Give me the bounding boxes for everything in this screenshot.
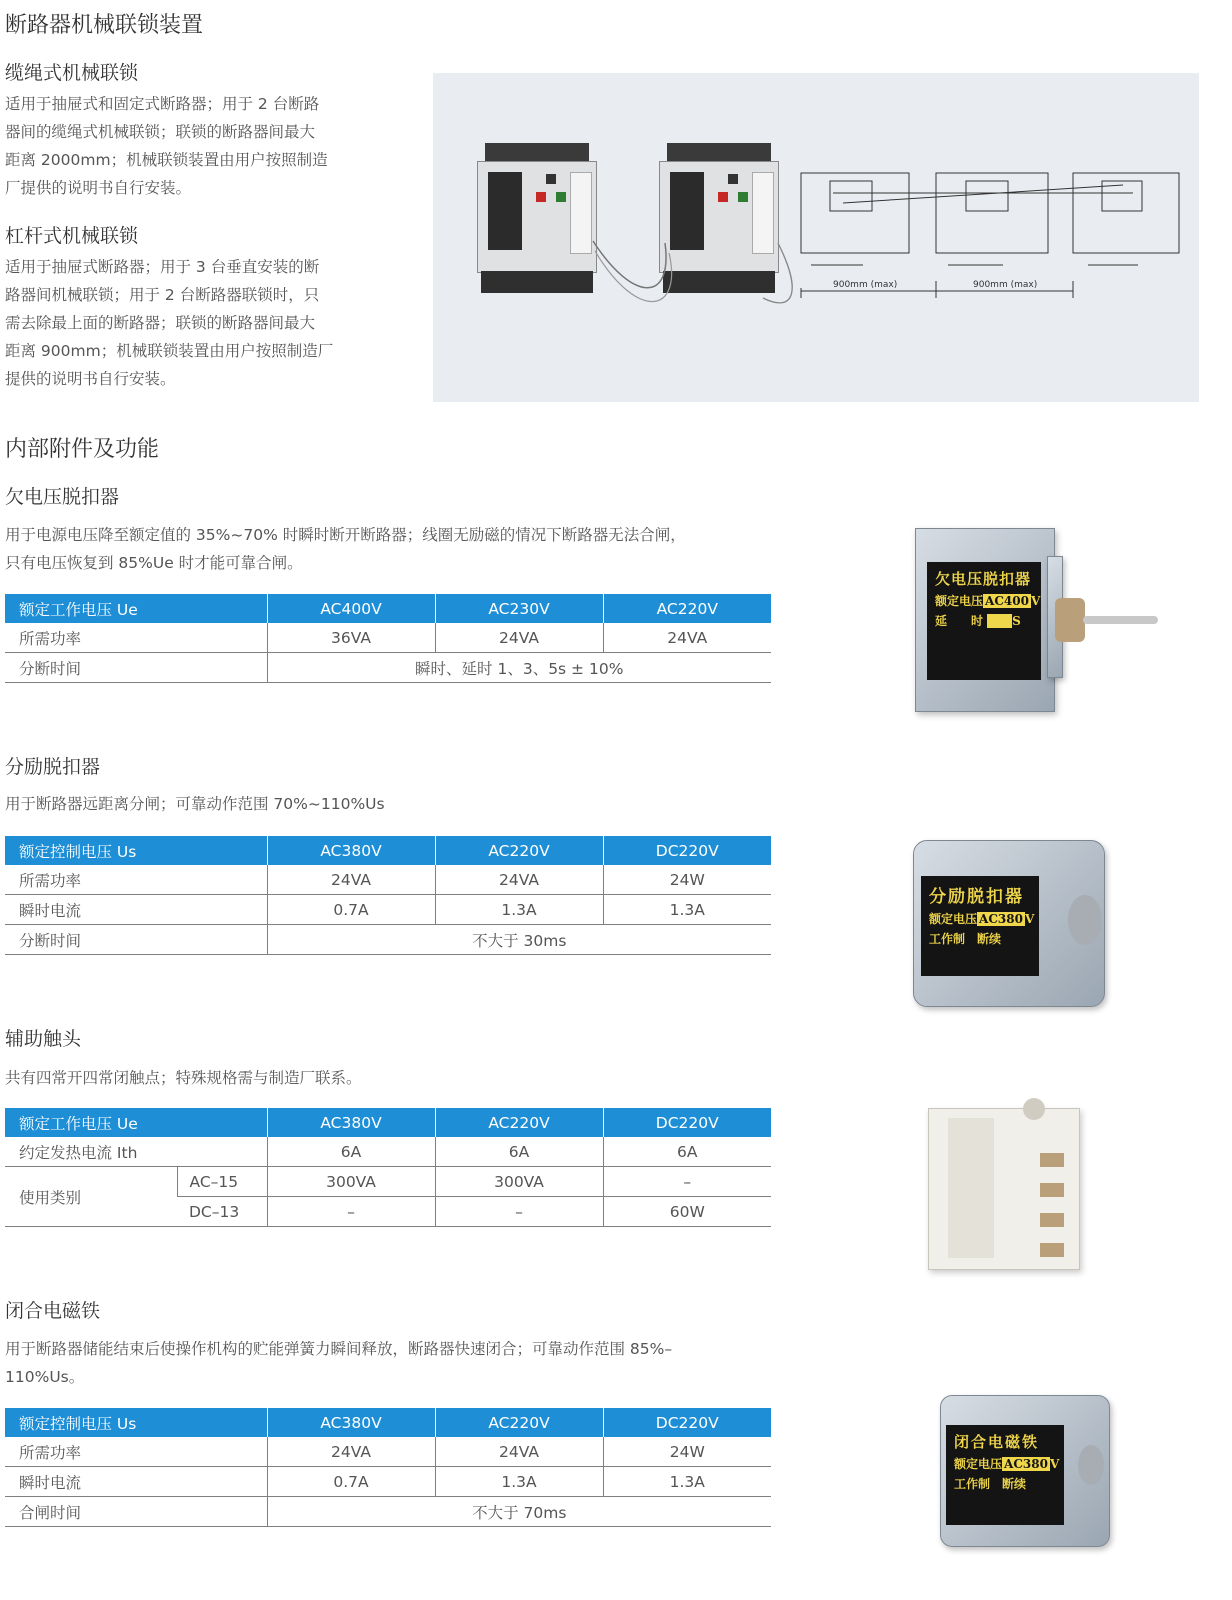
table-cell: 分断时间 <box>5 925 267 955</box>
table-row <box>5 1467 771 1497</box>
table-cell: 额定控制电压 Us <box>5 836 267 865</box>
table-cell: 0.7A <box>267 895 435 925</box>
lever-interlock-title: 杠杆式机械联锁 <box>5 225 139 247</box>
table-cell: AC380V <box>267 1108 435 1137</box>
table-cell: DC220V <box>603 836 771 865</box>
interlock-figure <box>433 73 1199 402</box>
uvt-title: 欠电压脱扣器 <box>5 486 120 508</box>
table-cell: 额定控制电压 Us <box>5 1408 267 1437</box>
closing-desc: 用于断路器储能结束后使操作机构的贮能弹簧力瞬间释放，断路器快速闭合；可靠动作范围 85%– 110%Us。 <box>5 1340 673 1386</box>
table-cell: AC220V <box>435 1108 603 1137</box>
table-cell: 额定工作电压 Ue <box>5 1108 267 1137</box>
table-cell: 不大于 30ms <box>267 925 771 955</box>
closing-nameplate: 闭合电磁铁 额定电压 AC380 V 工作制 断续 <box>946 1425 1064 1525</box>
table-cell: DC220V <box>603 1108 771 1137</box>
table-cell: 1.3A <box>603 895 771 925</box>
accessories-title: 内部附件及功能 <box>5 437 160 462</box>
closing-table <box>5 1408 771 1527</box>
table-cell: 1.3A <box>435 895 603 925</box>
table-cell: 额定工作电压 Ue <box>5 594 267 623</box>
table-cell: 24VA <box>603 623 771 653</box>
cable-interlock-title: 缆绳式机械联锁 <box>5 62 139 84</box>
uvt-desc: 用于电源电压降至额定值的 35%~70% 时瞬时断开断路器；线圈无励磁的情况下断路器无法合闸， 只有电压恢复到 85%Ue 时才能可靠合闸。 <box>5 526 686 572</box>
closing-image <box>940 1395 1115 1555</box>
table-cell: – <box>435 1197 603 1227</box>
shunt-desc: 用于断路器远距离分闸；可靠动作范围 70%~110%Us <box>5 795 385 813</box>
aux-desc: 共有四常开四常闭触点；特殊规格需与制造厂联系。 <box>5 1069 362 1087</box>
table-cell: AC–15 <box>177 1167 267 1197</box>
table-cell: AC380V <box>267 1408 435 1437</box>
cable-interlock-desc: 适用于抽屉式和固定式断路器；用于 2 台断路 器间的缆绳式机械联锁；联锁的断路器间最大 距离 2000mm；机械联锁装置由用户按照制造 厂提供的说明书自行安装。 <box>5 95 328 197</box>
table-cell: AC230V <box>435 594 603 623</box>
table-header <box>5 1108 771 1137</box>
table-header <box>5 836 771 865</box>
table-cell: DC–13 <box>177 1197 267 1227</box>
table-cell: 所需功率 <box>5 623 267 653</box>
table-header <box>5 594 771 623</box>
table-cell: AC380V <box>267 836 435 865</box>
shunt-image <box>913 840 1113 1010</box>
table-cell: 6A <box>267 1137 435 1167</box>
table-cell: AC220V <box>603 594 771 623</box>
table-cell: 瞬时电流 <box>5 895 267 925</box>
table-cell: – <box>603 1167 771 1197</box>
aux-title: 辅助触头 <box>5 1028 82 1050</box>
table-row <box>5 1497 771 1527</box>
shunt-nameplate: 分励脱扣器 额定电压 AC380 V 工作制 断续 <box>921 876 1039 976</box>
table-cell: 所需功率 <box>5 865 267 895</box>
dimension-label-1: 900mm (max) <box>833 280 898 290</box>
table-row <box>5 895 771 925</box>
table-row <box>5 865 771 895</box>
table-cell: 60W <box>603 1197 771 1227</box>
uvt-nameplate: 欠电压脱扣器 额定电压 AC400 V 延 时 S <box>927 562 1041 680</box>
interlock-drawing <box>433 73 1199 402</box>
table-cell: 24W <box>603 865 771 895</box>
lever-interlock-desc: 适用于抽屉式断路器；用于 3 台垂直安装的断 路器间机械联锁；用于 2 台断路器联锁时，只 需去除最上面的断路器；联锁的断路器间最大 距离 900mm；机械联锁装置由用户按照制造厂 提供的说明书自行安装。 <box>5 258 334 388</box>
table-row <box>5 1167 771 1197</box>
table-cell: 300VA <box>267 1167 435 1197</box>
table-row <box>5 1137 771 1167</box>
aux-table <box>5 1108 771 1227</box>
table-cell: 36VA <box>267 623 435 653</box>
table-cell: 瞬时电流 <box>5 1467 267 1497</box>
table-cell: 1.3A <box>603 1467 771 1497</box>
closing-title: 闭合电磁铁 <box>5 1300 101 1322</box>
table-cell: 24VA <box>435 623 603 653</box>
table-cell: 1.3A <box>435 1467 603 1497</box>
table-cell: 6A <box>435 1137 603 1167</box>
table-cell: 300VA <box>435 1167 603 1197</box>
table-cell: 瞬时、延时 1、3、5s ± 10% <box>267 653 771 683</box>
dimension-label-2: 900mm (max) <box>973 280 1038 290</box>
interlock-title: 断路器机械联锁装置 <box>5 13 204 38</box>
table-cell: 24W <box>603 1437 771 1467</box>
table-cell: 24VA <box>435 1437 603 1467</box>
table-cell: 6A <box>603 1137 771 1167</box>
table-cell: 24VA <box>267 865 435 895</box>
table-row <box>5 1437 771 1467</box>
table-cell: AC220V <box>435 1408 603 1437</box>
table-cell: AC400V <box>267 594 435 623</box>
uvt-table <box>5 594 771 683</box>
aux-contact-image <box>928 1098 1088 1273</box>
shunt-table <box>5 836 771 955</box>
table-cell: 24VA <box>435 865 603 895</box>
table-row <box>5 925 771 955</box>
table-cell: 合闸时间 <box>5 1497 267 1527</box>
table-cell: 约定发热电流 Ith <box>5 1137 267 1167</box>
table-cell: 所需功率 <box>5 1437 267 1467</box>
shunt-title: 分励脱扣器 <box>5 756 101 778</box>
table-cell: 使用类别 <box>5 1167 177 1227</box>
table-cell: 24VA <box>267 1437 435 1467</box>
table-cell: DC220V <box>603 1408 771 1437</box>
table-header <box>5 1408 771 1437</box>
table-row <box>5 623 771 653</box>
table-cell: 分断时间 <box>5 653 267 683</box>
uvt-image <box>915 528 1160 718</box>
table-cell: 0.7A <box>267 1467 435 1497</box>
table-cell: 不大于 70ms <box>267 1497 771 1527</box>
table-cell: AC220V <box>435 836 603 865</box>
table-cell: – <box>267 1197 435 1227</box>
table-row <box>5 653 771 683</box>
